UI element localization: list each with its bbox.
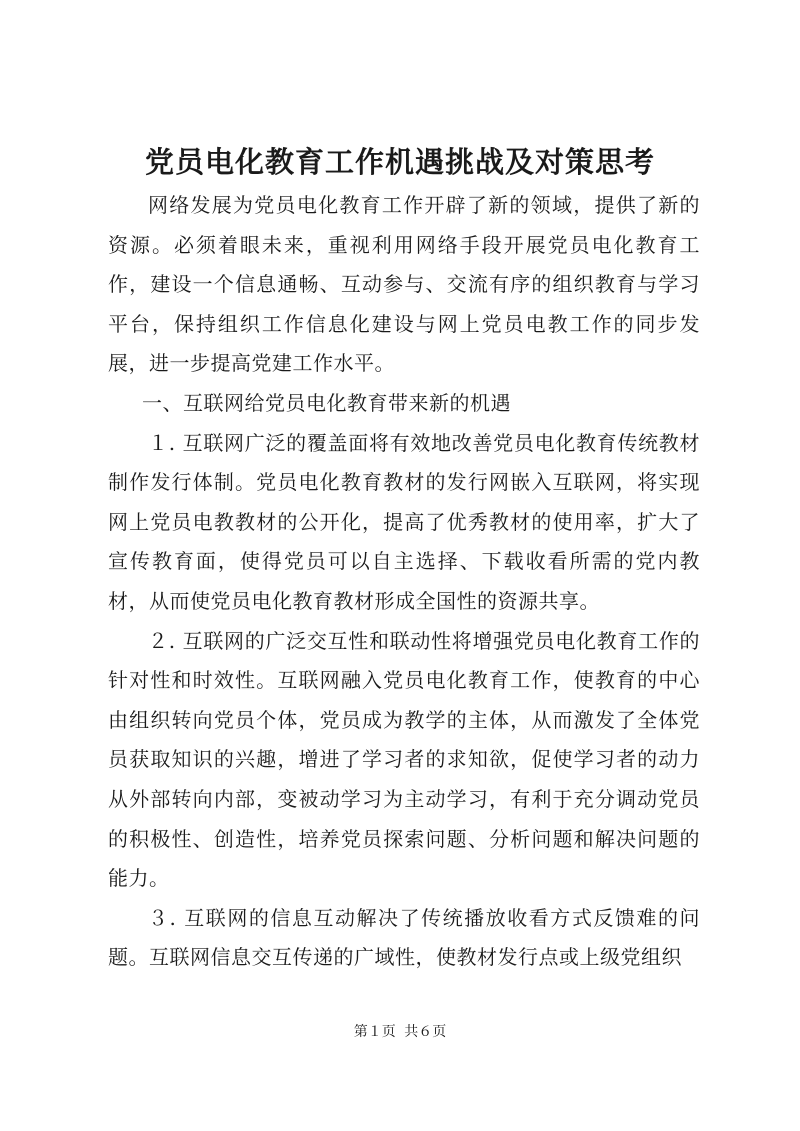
point-2-paragraph: ２. 互联网的广泛交互性和联动性将增强党员电化教育工作的针对性和时效性。互联网融入党员电化教育工作，使教育的中心由组织转向党员个体，党员成为教学的主体，从而激发了全体党员获取知识的兴趣，增进了学习者的求知欲，促使学习者的动力从外部转向内部，变被动学习为主动学习，有利于充分调动党员的积极性、创造性，培养党员探索问题、分析问题和解决问题的能力。 [108, 628, 700, 891]
document-body [108, 186, 700, 978]
page-footer [0, 1022, 800, 1042]
page-number: 第１页 [353, 1024, 396, 1040]
section-heading: 一、互联网给党员电化教育带来新的机遇 [142, 390, 511, 415]
intro-paragraph: 网络发展为党员电化教育工作开辟了新的领域，提供了新的资源。必须着眼未来，重视利用网络手段开展党员电化教育工作，建设一个信息通畅、互动参与、交流有序的组织教育与学习平台，保持组织工作信息化建设与网上党员电教工作的同步发展，进一步提高党建工作水平。 [108, 193, 700, 376]
point-1-paragraph: １. 互联网广泛的覆盖面将有效地改善党员电化教育传统教材制作发行体制。党员电化教育教材的发行网嵌入互联网，将实现网上党员电教教材的公开化，提高了优秀教材的使用率，扩大了宣传教育面，使得党员可以自主选择、下载收看所需的党内教材，从而使党员电化教育教材形成全国性的资源共享。 [108, 430, 700, 613]
page-total: 共６页 [404, 1024, 447, 1040]
document-title: 党员电化教育工作机遇挑战及对策思考 [144, 145, 655, 179]
point-3-paragraph: ３. 互联网的信息互动解决了传统播放收看方式反馈难的问题。互联网信息交互传递的广域性，使教材发行点或上级党组织 [108, 905, 700, 970]
